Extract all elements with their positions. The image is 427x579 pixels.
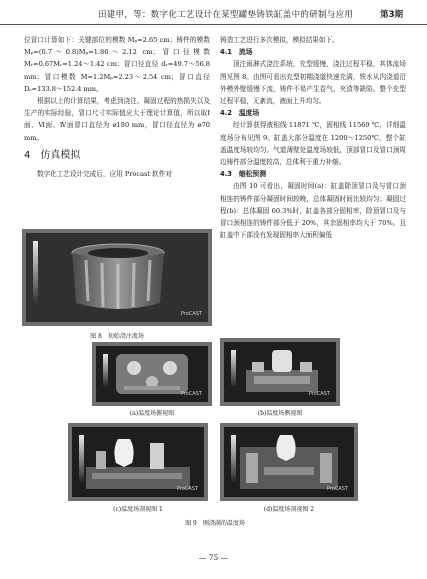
section-heading-4: 4 仿真模拟	[24, 149, 81, 161]
figure-9d-section-view-2	[220, 423, 358, 501]
figure-9b-caption: (b)温度场侧视图	[257, 410, 303, 417]
figure-9c-section-view-1	[68, 423, 208, 501]
procast-watermark: ProCAST	[180, 311, 202, 317]
procast-watermark: ProCAST	[180, 391, 202, 397]
left-paragraph-3: 数字化工艺设计完成后，应用 Procast 软件对	[37, 170, 172, 179]
left-paragraph-1: 位冒口计算如下：关键部位的模数 Mₚ=2.65 cm；铸件的模数 Mₚ=(0.7～0.8)Mₚ=1.86～2.12 cm；冒口径模数 Mᵣ=0.67Mᵣ=1.24～1.42 cm；冒口径直径 dᵣ=49.7～56.8 mm；冒口模数 M=1.2Mₚ=2.23～2.54 cm；冒口直径 Dᵣ=133.8～152.4 mm。	[24, 36, 210, 93]
figure-9a-caption: (a)温度场俯视图	[129, 410, 175, 417]
header-title: 田建甲，等：数字化工艺设计在某型罐垫铸铁缸盖中的研制与应用	[98, 10, 354, 20]
subsection-heading-4-2: 4.2 温度场	[220, 109, 260, 118]
right-column	[220, 34, 406, 241]
page-number: — 75 —	[198, 553, 229, 562]
color-scale-bar	[103, 354, 108, 386]
procast-watermark: ProCAST	[176, 486, 198, 492]
figure-9d-caption: (d)温度场剖视图 2	[263, 506, 315, 513]
color-scale-bar	[33, 241, 38, 306]
color-scale-bar	[79, 435, 84, 481]
procast-watermark: ProCAST	[326, 486, 348, 492]
left-paragraph-2: 根据以上的计算结果，考虑到浇注、凝固过程的热损失以及生产的实际经验，冒口尺寸实际值应大于理论计算值，所以取Ⅰ面、Ⅵ面、Ⅳ面冒口直径为 ø180 mm，冒口径直径为 ø70 mm。	[24, 97, 210, 142]
figure-9a-top-view	[92, 342, 212, 406]
subsection-heading-4-1: 4.1 流场	[220, 48, 253, 57]
right-paragraph-4: 由图 10 可看出，凝固时间(a)：缸盖除顶冒口及与冒口颈相连的铸件部分凝固时间较晚，总体凝固时间比较均匀；凝固过程(b)：总体凝固 60.3%时，缸盖各部分固相率，除顶冒口及与冒口颈相连的铸件部分低于 20%，其余固相率均大于 70%。且缸盖中下部没有发现固相率大面积偏低	[220, 182, 406, 240]
procast-watermark: ProCAST	[308, 391, 330, 397]
left-column	[24, 34, 210, 180]
flow-field-render	[26, 233, 208, 322]
right-paragraph-3: 经计算获得液相线 11871 ℃，固相线 11569 ℃，详细温度场分布见图 9。缸盖大部分温度在 1200～1250℃，整个缸盖温度场较均匀。气道薄壁处温度场较低，顶部冒口及冒口颈周边铸件部分温度较高，总体利于重力补缩。	[220, 121, 406, 167]
color-scale-bar	[231, 350, 236, 386]
right-paragraph-1: 铸造工艺进行多次模拟，模拟结果如下。	[220, 36, 339, 44]
figure-9c-caption: (c)温度场剖视图 1	[113, 506, 163, 513]
figure-8-caption: 图 8 初始浇注流场	[90, 333, 144, 340]
running-header	[0, 0, 427, 25]
figure-9b-side-view	[220, 338, 340, 406]
issue-number: 第3期	[380, 10, 403, 20]
right-paragraph-2: 顶注雨淋式浇注系统，充型缓慢，浇注过程平稳，其体流场图见图 8。由图可看出充型初期浇道快速充满，铁水从内浇道沿外模外壁缓慢下流，铸件不易产生卷气、夹渣等缺陷。整个充型过程平稳，无紊流，液面上升均匀。	[220, 60, 406, 106]
figure-9-caption: 图 9 刚浇满的温度场	[185, 520, 245, 527]
subsection-heading-4-3: 4.3 缩松预测	[220, 170, 267, 179]
color-scale-bar	[231, 435, 236, 481]
figure-8-flow-field	[22, 229, 212, 326]
